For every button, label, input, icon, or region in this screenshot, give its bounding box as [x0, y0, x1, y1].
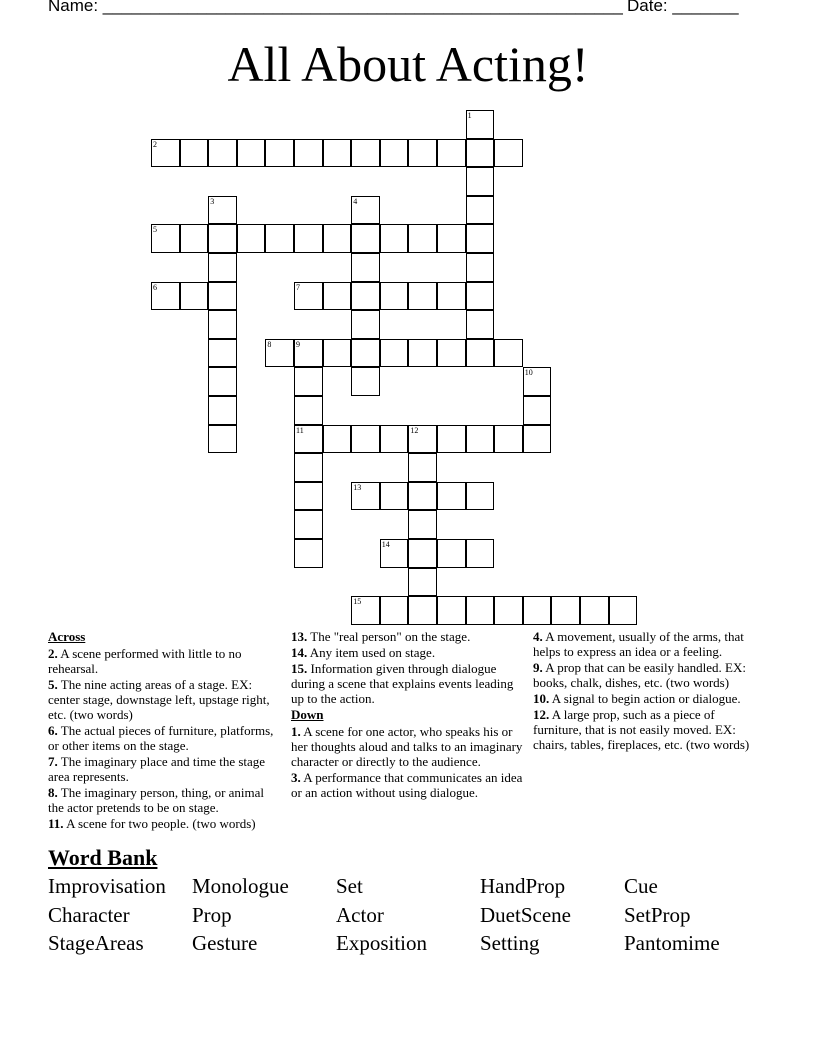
word-bank-word: HandProp — [480, 874, 566, 898]
clue-text: A scene for one actor, who speaks his or her thoughts aloud and talks to an imaginary character or directly to the audience. — [291, 724, 523, 769]
crossword-cell[interactable] — [466, 282, 495, 311]
clue-number: 7 — [296, 282, 300, 292]
clue-number: 15 — [353, 597, 362, 607]
word-bank-word: Prop — [192, 903, 232, 927]
word-bank-word: Monologue — [192, 874, 289, 898]
across-clue-list-continued — [291, 629, 523, 706]
crossword-cell[interactable] — [208, 196, 237, 225]
crossword-cell[interactable] — [323, 139, 352, 168]
across-clue — [291, 661, 523, 706]
crossword-cell[interactable] — [208, 310, 237, 339]
crossword-cell[interactable] — [351, 310, 380, 339]
crossword-cell[interactable] — [466, 310, 495, 339]
clue-number-label: 3. — [291, 770, 301, 785]
across-clue — [291, 629, 523, 644]
name-field-label: Name: _______________________________________________________ — [48, 0, 623, 15]
crossword-cell[interactable] — [180, 282, 209, 311]
clue-number: 6 — [153, 282, 157, 292]
crossword-cell[interactable] — [208, 253, 237, 282]
crossword-cell[interactable] — [323, 282, 352, 311]
crossword-cell[interactable] — [437, 282, 466, 311]
word-bank-word: StageAreas — [48, 931, 144, 955]
crossword-cell[interactable] — [523, 367, 552, 396]
crossword-cell[interactable] — [466, 339, 495, 368]
crossword-cell[interactable] — [323, 224, 352, 253]
crossword-cell[interactable] — [208, 282, 237, 311]
crossword-cell[interactable] — [208, 367, 237, 396]
across-clue — [48, 723, 280, 753]
word-bank-word: Character — [48, 903, 130, 927]
crossword-cell[interactable] — [437, 425, 466, 454]
clue-number-label: 10. — [533, 691, 550, 706]
crossword-cell[interactable] — [237, 139, 266, 168]
crossword-cell[interactable] — [408, 282, 437, 311]
crossword-cell[interactable] — [494, 596, 523, 625]
crossword-cell[interactable] — [294, 396, 323, 425]
word-bank-word: Pantomime — [624, 931, 720, 955]
word-bank-word: Exposition — [336, 931, 428, 955]
across-clue — [48, 816, 280, 831]
crossword-cell[interactable] — [408, 453, 437, 482]
crossword-cell[interactable] — [351, 367, 380, 396]
word-bank-word: Gesture — [192, 931, 258, 955]
crossword-cell[interactable] — [380, 425, 409, 454]
clue-text: A scene for two people. (two words) — [63, 816, 256, 831]
crossword-cell[interactable] — [437, 339, 466, 368]
word-bank-word: SetProp — [624, 903, 691, 927]
clue-number-label: 15. — [291, 661, 308, 676]
crossword-cell[interactable] — [466, 110, 495, 139]
clues-column-3 — [533, 629, 765, 753]
clue-number: 11 — [296, 425, 304, 435]
crossword-cell[interactable] — [351, 596, 380, 625]
clue-number-label: 13. — [291, 629, 308, 644]
crossword-cell[interactable] — [351, 139, 380, 168]
crossword-cell[interactable] — [294, 139, 323, 168]
crossword-cell[interactable] — [351, 253, 380, 282]
crossword-cell[interactable] — [466, 596, 495, 625]
crossword-cell[interactable] — [380, 139, 409, 168]
across-clue — [48, 646, 280, 676]
down-clue-list — [291, 724, 523, 800]
crossword-cell[interactable] — [437, 224, 466, 253]
clue-number-label: 1. — [291, 724, 301, 739]
across-clue — [48, 754, 280, 784]
clue-text: A movement, usually of the arms, that helps to express an idea or a feeling. — [533, 629, 744, 659]
crossword-cell[interactable] — [180, 139, 209, 168]
clue-number-label: 6. — [48, 723, 58, 738]
crossword-cell[interactable] — [580, 596, 609, 625]
crossword-cell[interactable] — [294, 367, 323, 396]
clue-text: A large prop, such as a piece of furniture, that is not easily moved. EX: chairs, tables, fireplaces, etc. (two words) — [533, 707, 750, 752]
across-clue — [48, 785, 280, 815]
clues-column-2 — [291, 629, 523, 801]
crossword-cell[interactable] — [265, 339, 294, 368]
crossword-cell[interactable] — [151, 139, 180, 168]
across-heading: Across — [48, 629, 86, 644]
clue-number-label: 14. — [291, 645, 308, 660]
crossword-cell[interactable] — [466, 482, 495, 511]
crossword-cell[interactable] — [380, 596, 409, 625]
crossword-cell[interactable] — [380, 539, 409, 568]
crossword-cell[interactable] — [380, 482, 409, 511]
crossword-cell[interactable] — [208, 139, 237, 168]
crossword-cell[interactable] — [294, 339, 323, 368]
down-clue — [291, 770, 523, 800]
crossword-cell[interactable] — [208, 425, 237, 454]
crossword-cell[interactable] — [380, 224, 409, 253]
down-clue — [291, 724, 523, 769]
clue-number-label: 8. — [48, 785, 58, 800]
word-bank-word: Cue — [624, 874, 658, 898]
crossword-cell[interactable] — [208, 396, 237, 425]
crossword-cell[interactable] — [351, 482, 380, 511]
crossword-cell[interactable] — [151, 282, 180, 311]
clue-number: 1 — [467, 111, 472, 120]
crossword-cell[interactable] — [437, 482, 466, 511]
crossword-cell[interactable] — [408, 596, 437, 625]
down-clue — [533, 707, 765, 752]
crossword-cell[interactable] — [437, 539, 466, 568]
crossword-cell[interactable] — [351, 224, 380, 253]
down-heading: Down — [291, 707, 324, 722]
crossword-cell[interactable] — [523, 596, 552, 625]
crossword-cell[interactable] — [408, 539, 437, 568]
down-clue — [533, 691, 765, 706]
clue-text: The "real person" on the stage. — [307, 629, 471, 644]
crossword-cell[interactable] — [466, 196, 495, 225]
clue-text: The imaginary place and time the stage area represents. — [48, 754, 266, 784]
crossword-cell[interactable] — [437, 596, 466, 625]
crossword-cell[interactable] — [294, 482, 323, 511]
clue-number-label: 7. — [48, 754, 58, 769]
crossword-cell[interactable] — [408, 510, 437, 539]
clue-number: 5 — [153, 225, 157, 235]
crossword-cell[interactable] — [294, 425, 323, 454]
crossword-cell[interactable] — [494, 139, 523, 168]
clue-number: 9 — [296, 339, 300, 349]
clue-number-label: 11. — [48, 816, 64, 831]
clue-text: A signal to begin action or dialogue. — [549, 691, 741, 706]
clue-number-label: 12. — [533, 707, 550, 722]
crossword-cell[interactable] — [180, 224, 209, 253]
crossword-cell[interactable] — [466, 139, 495, 168]
clue-number-label: 2. — [48, 646, 58, 661]
crossword-cell[interactable] — [351, 282, 380, 311]
down-clue-list-continued — [533, 629, 765, 752]
page-title: All About Acting! — [227, 36, 589, 92]
crossword-cell[interactable] — [208, 339, 237, 368]
word-bank-word: Improvisation — [48, 874, 166, 898]
clue-text: The imaginary person, thing, or animal the actor pretends to be on stage. — [48, 785, 265, 815]
crossword-cell[interactable] — [208, 224, 237, 253]
crossword-cell[interactable] — [294, 453, 323, 482]
crossword-cell[interactable] — [523, 425, 552, 454]
across-clue-list — [48, 646, 280, 831]
clue-text: A prop that can be easily handled. EX: books, chalk, dishes, etc. (two words) — [533, 660, 747, 690]
down-clue — [533, 629, 765, 659]
crossword-cell[interactable] — [466, 253, 495, 282]
crossword-cell[interactable] — [466, 425, 495, 454]
crossword-cell[interactable] — [294, 539, 323, 568]
word-bank-word: DuetScene — [480, 903, 571, 927]
clue-number: 12 — [410, 425, 419, 435]
clue-number: 4 — [353, 196, 358, 206]
clue-text: Any item used on stage. — [307, 645, 436, 660]
down-clue — [533, 660, 765, 690]
date-field-label: Date: _______ — [627, 0, 739, 15]
crossword-cell[interactable] — [466, 539, 495, 568]
word-bank-word: Setting — [480, 931, 540, 955]
clue-number: 3 — [210, 196, 215, 206]
crossword-cell[interactable] — [265, 139, 294, 168]
clue-number: 14 — [381, 540, 390, 549]
crossword-cell[interactable] — [408, 568, 437, 597]
crossword-cell[interactable] — [351, 339, 380, 368]
crossword-cell[interactable] — [323, 339, 352, 368]
crossword-cell[interactable] — [380, 339, 409, 368]
crossword-cell[interactable] — [466, 224, 495, 253]
crossword-cell[interactable] — [408, 425, 437, 454]
crossword-cell[interactable] — [323, 425, 352, 454]
clue-text: A performance that communicates an idea or an action without using dialogue. — [291, 770, 523, 800]
crossword-cell[interactable] — [408, 339, 437, 368]
crossword-cell[interactable] — [494, 425, 523, 454]
crossword-cell[interactable] — [151, 224, 180, 253]
crossword-cell[interactable] — [380, 282, 409, 311]
crossword-cell[interactable] — [494, 339, 523, 368]
clue-text: The actual pieces of furniture, platforms, or other items on the stage. — [48, 723, 274, 753]
clue-number: 10 — [524, 368, 533, 378]
clue-number-label: 4. — [533, 629, 543, 644]
crossword-cell[interactable] — [609, 596, 638, 625]
crossword-cell[interactable] — [294, 224, 323, 253]
crossword-cell[interactable] — [265, 224, 294, 253]
crossword-cell[interactable] — [294, 510, 323, 539]
crossword-cell[interactable] — [237, 224, 266, 253]
crossword-cell[interactable] — [351, 196, 380, 225]
crossword-cell[interactable] — [408, 482, 437, 511]
across-clue — [291, 645, 523, 660]
crossword-cell[interactable] — [551, 596, 580, 625]
clue-number-label: 9. — [533, 660, 543, 675]
crossword-cell[interactable] — [351, 425, 380, 454]
word-bank-heading: Word Bank — [48, 845, 158, 870]
clue-text: Information given through dialogue during a scene that explains events leading up to the action. — [291, 661, 514, 706]
crossword-cell[interactable] — [466, 167, 495, 196]
clue-text: A scene performed with little to no rehearsal. — [48, 646, 242, 676]
crossword-cell[interactable] — [437, 139, 466, 168]
crossword-cell[interactable] — [523, 396, 552, 425]
clue-text: The nine acting areas of a stage. EX: center stage, downstage left, upstage right, etc. (two words) — [48, 677, 270, 722]
clues-column-1 — [48, 629, 280, 832]
clue-number: 2 — [153, 139, 157, 149]
crossword-cell[interactable] — [408, 139, 437, 168]
clue-number-label: 5. — [48, 677, 58, 692]
word-bank-word: Actor — [336, 903, 384, 927]
crossword-cell[interactable] — [294, 282, 323, 311]
across-clue — [48, 677, 280, 722]
word-bank-word: Set — [336, 874, 363, 898]
crossword-cell[interactable] — [408, 224, 437, 253]
clue-number: 8 — [267, 339, 272, 349]
clue-number: 13 — [353, 482, 362, 492]
